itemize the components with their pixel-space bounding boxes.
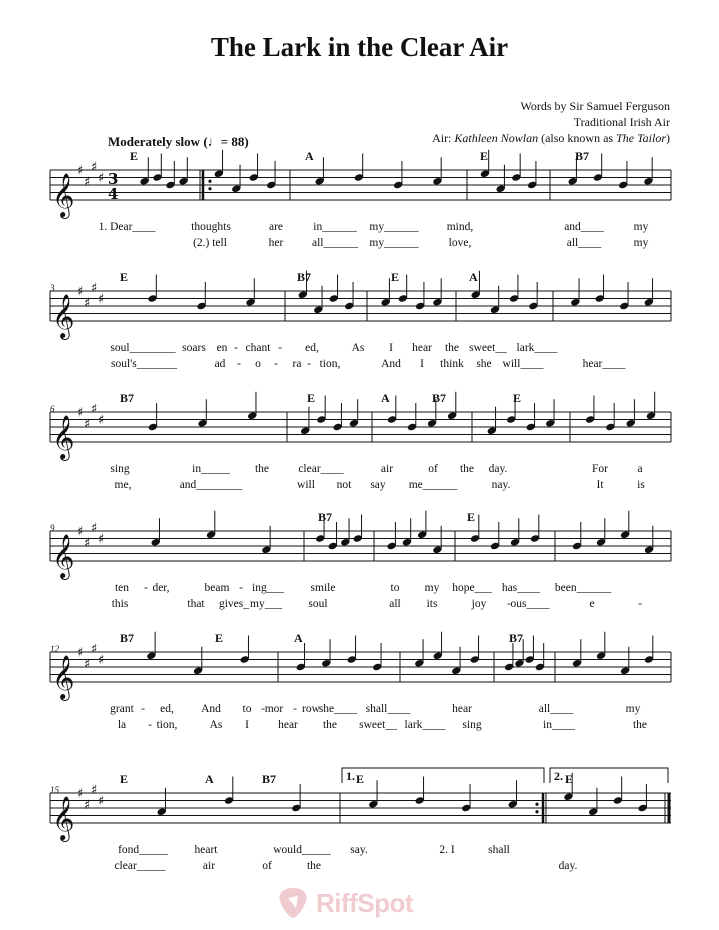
lyric-verse-1: the xyxy=(254,463,270,475)
lyric-verse-1: As xyxy=(351,342,365,354)
lyric-verse-1: I xyxy=(389,342,393,354)
second-ending-label: 2. xyxy=(554,769,563,783)
key-signature-sharp-icon: ♯ xyxy=(91,401,98,417)
lyric-verse-2: I xyxy=(245,719,249,731)
chord-symbol: B7 xyxy=(432,391,447,405)
lyric-verse-2: its xyxy=(426,598,438,610)
chord-symbol: E xyxy=(480,149,489,163)
key-signature-sharp-icon: ♯ xyxy=(84,416,91,432)
first-ending-bracket xyxy=(342,768,544,783)
lyric-verse-1: hear xyxy=(452,703,472,715)
time-signature-top: 3 xyxy=(108,170,119,188)
repeat-dot xyxy=(208,187,211,190)
lyric-verse-1: a xyxy=(637,463,643,475)
key-signature-sharp-icon: ♯ xyxy=(84,656,91,672)
measure-number: 15 xyxy=(50,785,59,795)
lyric-verse-1: - xyxy=(141,703,145,715)
lyric-verse-1: soars xyxy=(182,342,206,354)
chord-symbol: E xyxy=(120,772,129,786)
chord-symbol: A xyxy=(205,772,214,786)
lyric-verse-1: beam xyxy=(204,582,230,594)
lyric-verse-1: all____ xyxy=(538,703,574,715)
lyric-verse-2: will xyxy=(297,479,315,491)
lyric-verse-2: that xyxy=(187,598,205,610)
key-signature-sharp-icon: ♯ xyxy=(84,797,91,813)
key-signature-sharp-icon: ♯ xyxy=(77,645,84,661)
lyric-verse-2: soul's_______ xyxy=(111,358,177,370)
lyric-verse-2: love, xyxy=(448,237,472,249)
guitar-pick-icon xyxy=(276,886,310,920)
repeat-dot xyxy=(208,180,211,183)
chord-symbol: E xyxy=(565,772,574,786)
lyric-verse-1: the xyxy=(459,463,475,475)
lyric-verse-2: all______ xyxy=(312,237,358,249)
lyric-verse-1: day. xyxy=(488,463,508,475)
lyric-verse-1: are xyxy=(268,221,284,233)
lyric-verse-2: lark____ xyxy=(404,719,446,731)
lyric-verse-2: all xyxy=(389,598,401,610)
lyric-verse-2: - xyxy=(307,358,311,370)
lyric-verse-1: 1. Dear____ xyxy=(98,221,156,233)
key-signature-sharp-icon: ♯ xyxy=(98,532,105,547)
key-signature-sharp-icon: ♯ xyxy=(91,782,98,798)
air-prefix: Air: xyxy=(432,131,455,145)
lyric-verse-2: think xyxy=(440,358,464,370)
lyric-verse-2: of xyxy=(262,860,272,872)
lyric-verse-1: en xyxy=(216,342,228,354)
lyric-verse-2: my______ xyxy=(369,237,419,249)
key-signature-sharp-icon: ♯ xyxy=(91,280,98,296)
riffspot-watermark xyxy=(276,886,413,920)
lyric-verse-2: - xyxy=(148,719,152,731)
lyric-verse-2: I xyxy=(420,358,424,370)
chord-symbol: E xyxy=(391,270,400,284)
lyric-verse-1: - xyxy=(239,582,243,594)
lyric-verse-1: in_____ xyxy=(192,463,230,475)
lyric-verse-2: air xyxy=(202,860,216,872)
lyric-verse-2: the xyxy=(322,719,338,731)
lyric-verse-1: she____ xyxy=(318,703,358,715)
tempo-paren-open: ( xyxy=(203,134,208,149)
lyricist-credit: Words by Sir Samuel Ferguson xyxy=(520,99,670,113)
lyric-verse-1: ing___ xyxy=(252,582,284,594)
lyric-verse-1: soul________ xyxy=(110,342,176,354)
lyric-verse-1: say. xyxy=(350,844,368,856)
lyric-verse-1: my______ xyxy=(369,221,419,233)
lyric-verse-1: - xyxy=(278,342,282,354)
key-signature-sharp-icon: ♯ xyxy=(77,405,84,421)
lyric-verse-1: - xyxy=(144,582,148,594)
lyric-verse-2: tion, xyxy=(156,719,178,731)
key-signature-sharp-icon: ♯ xyxy=(91,641,98,657)
lyric-verse-2: will____ xyxy=(502,358,544,370)
origin-credit: Traditional Irish Air xyxy=(573,115,670,129)
lyric-verse-2: me______ xyxy=(408,479,458,491)
chord-symbol: A xyxy=(381,391,390,405)
lyric-verse-1: mor xyxy=(264,703,284,715)
treble-clef-icon: 𝄞 xyxy=(52,796,75,840)
lyric-verse-1: - xyxy=(293,703,297,715)
chord-symbol: E xyxy=(120,270,129,284)
lyric-verse-2: joy xyxy=(471,598,487,610)
lyric-verse-2: say xyxy=(370,479,386,491)
key-signature-sharp-icon: ♯ xyxy=(91,159,98,175)
key-signature-sharp-icon: ♯ xyxy=(77,163,84,179)
lyric-verse-1: chant xyxy=(245,342,271,354)
key-signature-sharp-icon: ♯ xyxy=(98,171,105,186)
lyric-verse-1: heart xyxy=(194,844,218,856)
lyric-verse-2: gives_ xyxy=(218,598,250,610)
lyric-verse-1: ed, xyxy=(160,703,174,715)
lyric-verse-1: shall xyxy=(488,844,510,856)
lyric-verse-1: mind, xyxy=(446,221,474,233)
key-signature-sharp-icon: ♯ xyxy=(77,786,84,802)
lyric-verse-2: soul xyxy=(308,598,328,610)
quarter-note-icon: ♩ xyxy=(207,134,221,149)
chord-symbol: B7 xyxy=(120,631,135,645)
air-end: ) xyxy=(666,131,670,145)
treble-clef-icon: 𝄞 xyxy=(52,294,75,338)
score-title: The Lark in the Clear Air xyxy=(210,32,509,62)
chord-symbol: A xyxy=(305,149,314,163)
watermark-text: RiffSpot xyxy=(316,887,414,918)
lyric-verse-2: (2.) tell xyxy=(193,237,227,249)
lyric-verse-1: And xyxy=(201,703,221,715)
lyric-verse-2: and________ xyxy=(179,479,243,491)
treble-clef-icon: 𝄞 xyxy=(52,173,75,217)
lyric-verse-1: shall____ xyxy=(365,703,411,715)
lyric-verse-2: tion, xyxy=(319,358,341,370)
air-alt-name: The Tailor xyxy=(616,131,666,145)
lyric-verse-1: lark____ xyxy=(516,342,558,354)
lyric-verse-2: la xyxy=(117,719,127,731)
lyric-verse-2: hear xyxy=(278,719,298,731)
lyric-verse-1: smile xyxy=(310,582,336,594)
lyric-verse-2: is xyxy=(637,479,645,491)
lyric-verse-2: sing xyxy=(462,719,482,731)
lyric-verse-1: - xyxy=(234,342,238,354)
lyric-verse-1: fond_____ xyxy=(118,844,168,856)
lyric-verse-1: - xyxy=(261,703,265,715)
lyric-verse-2: the xyxy=(306,860,322,872)
key-signature-sharp-icon: ♯ xyxy=(84,295,91,311)
lyric-verse-1: For xyxy=(592,463,608,475)
lyric-verse-2: hear____ xyxy=(582,358,626,370)
key-signature-sharp-icon: ♯ xyxy=(98,292,105,307)
key-signature-sharp-icon: ♯ xyxy=(84,535,91,551)
lyric-verse-2: this xyxy=(111,598,129,610)
lyric-verse-2: - xyxy=(274,358,278,370)
lyric-verse-2: - xyxy=(237,358,241,370)
lyric-verse-1: hear xyxy=(412,342,432,354)
chord-symbol: A xyxy=(469,270,478,284)
chord-symbol: B7 xyxy=(575,149,590,163)
measure-number: 6 xyxy=(50,404,55,414)
key-signature-sharp-icon: ♯ xyxy=(98,413,105,428)
lyric-verse-2: nay. xyxy=(491,479,511,491)
treble-clef-icon: 𝄞 xyxy=(52,415,75,459)
chord-symbol: E xyxy=(467,510,476,524)
lyric-verse-1: ten xyxy=(114,582,130,594)
chord-symbol: B7 xyxy=(509,631,524,645)
key-signature-sharp-icon: ♯ xyxy=(77,524,84,540)
lyric-verse-1: row xyxy=(302,703,320,715)
chord-symbol: E xyxy=(307,391,316,405)
lyric-verse-2: ous____ xyxy=(510,598,550,610)
lyric-verse-1: in______ xyxy=(313,221,357,233)
lyric-verse-1: my xyxy=(633,221,649,233)
time-signature-bottom: 4 xyxy=(108,185,119,203)
repeat-dot xyxy=(535,810,538,813)
lyric-verse-1: 2. I xyxy=(439,844,455,856)
lyric-verse-2: all____ xyxy=(566,237,602,249)
tempo-bpm: = 88 xyxy=(220,134,245,149)
lyric-verse-2: It xyxy=(596,479,604,491)
lyric-verse-1: thoughts xyxy=(191,221,231,233)
lyric-verse-2: As xyxy=(209,719,223,731)
lyric-verse-1: ed, xyxy=(305,342,319,354)
chord-symbol: B7 xyxy=(318,510,333,524)
lyric-verse-2: clear_____ xyxy=(114,860,166,872)
lyric-verse-2: ra xyxy=(292,358,302,370)
tempo-paren-close: ) xyxy=(244,134,249,149)
lyric-verse-1: would_____ xyxy=(273,844,331,856)
lyric-verse-1: my xyxy=(625,703,641,715)
lyric-verse-1: grant xyxy=(110,703,134,715)
lyric-verse-1: my xyxy=(424,582,440,594)
chord-symbol: E xyxy=(130,149,139,163)
lyric-verse-2: - xyxy=(507,598,511,610)
lyric-verse-2: my xyxy=(633,237,649,249)
key-signature-sharp-icon: ♯ xyxy=(84,174,91,190)
lyric-verse-2: And xyxy=(381,358,401,370)
lyric-verse-2: her xyxy=(268,237,284,249)
lyric-verse-2: my___ xyxy=(250,598,282,610)
lyric-verse-1: der, xyxy=(152,582,170,594)
lyric-verse-1: to xyxy=(390,582,400,594)
lyric-verse-1: to xyxy=(242,703,252,715)
chord-symbol: B7 xyxy=(120,391,135,405)
lyric-verse-1: and____ xyxy=(564,221,604,233)
key-signature-sharp-icon: ♯ xyxy=(77,284,84,300)
chord-symbol: B7 xyxy=(297,270,312,284)
lyric-verse-2: ad xyxy=(214,358,226,370)
lyric-verse-2: she xyxy=(476,358,492,370)
first-ending-label: 1. xyxy=(346,769,355,783)
lyric-verse-2: the xyxy=(632,719,648,731)
measure-number: 9 xyxy=(50,523,55,533)
lyric-verse-2: - xyxy=(638,598,642,610)
tempo-text: Moderately slow xyxy=(108,134,201,149)
repeat-dot xyxy=(535,803,538,806)
lyric-verse-1: has____ xyxy=(501,582,541,594)
lyric-verse-1: sweet__ xyxy=(469,342,507,354)
measure-number: 3 xyxy=(50,283,55,293)
measure-number: 12 xyxy=(50,644,59,654)
lyric-verse-2: me, xyxy=(114,479,132,491)
lyric-verse-1: hope___ xyxy=(452,582,492,594)
key-signature-sharp-icon: ♯ xyxy=(91,520,98,536)
lyric-verse-1: air xyxy=(380,463,394,475)
lyric-verse-2: day. xyxy=(558,860,578,872)
air-mid: (also known as xyxy=(538,131,617,145)
treble-clef-icon: 𝄞 xyxy=(52,534,75,578)
lyric-verse-2: o xyxy=(255,358,261,370)
lyric-verse-1: of xyxy=(428,463,438,475)
chord-symbol: B7 xyxy=(262,772,277,786)
chord-symbol: E xyxy=(215,631,224,645)
lyric-verse-2: in____ xyxy=(543,719,575,731)
air-name: Kathleen Nowlan xyxy=(454,131,539,145)
key-signature-sharp-icon: ♯ xyxy=(98,653,105,668)
lyric-verse-1: the xyxy=(444,342,460,354)
lyric-verse-2: sweet__ xyxy=(359,719,397,731)
chord-symbol: E xyxy=(513,391,522,405)
treble-clef-icon: 𝄞 xyxy=(52,655,75,699)
lyric-verse-1: been______ xyxy=(554,582,612,594)
lyric-verse-1: clear____ xyxy=(298,463,344,475)
lyric-verse-2: not xyxy=(336,479,352,491)
chord-symbol: A xyxy=(294,631,303,645)
lyric-verse-2: e xyxy=(589,598,595,610)
chord-symbol: E xyxy=(356,772,365,786)
lyric-verse-1: sing xyxy=(110,463,130,475)
key-signature-sharp-icon: ♯ xyxy=(98,794,105,809)
